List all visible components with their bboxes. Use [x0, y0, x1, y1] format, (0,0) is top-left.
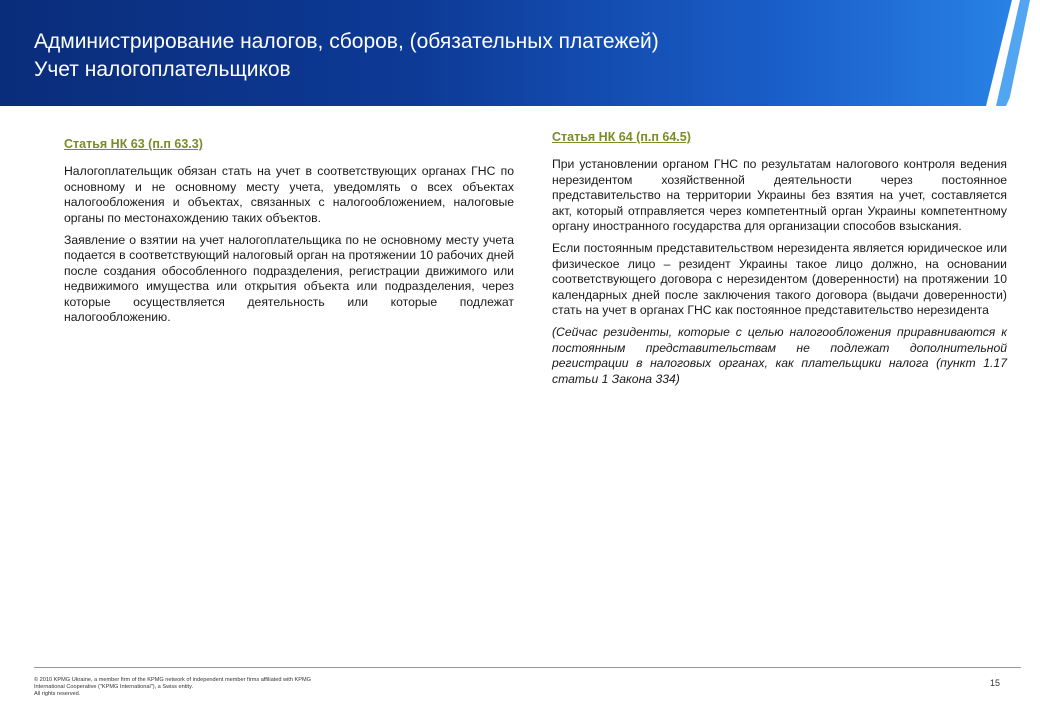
page-number: 15	[990, 678, 1001, 688]
article-64-heading[interactable]: Статья НК 64 (п.п 64.5)	[552, 130, 691, 144]
footer-divider	[34, 667, 1021, 668]
page-title	[34, 28, 659, 84]
footer-line-3: All rights reserved.	[34, 691, 81, 697]
title-line-1: Администрирование налогов, сборов, (обязательных платежей)	[34, 30, 659, 53]
left-paragraph-1: Налогоплательщик обязан стать на учет в соответствующих органах ГНС по основному и не основному месту учета, уведомлять о всех объектах налогообложения и объектах, связанных с налогообложением, налоговые органы по местонахождению таких объектов.	[64, 164, 514, 225]
left-paragraph-2: Заявление о взятии на учет налогоплательщика по не основному месту учета подается в соответствующий налоговый орган на протяжении 10 рабочих дней после создания обособленного подразделения, регистрации движимого или недвижимого имущества или открытия объекта или подразделения, через которые осуществляется деятельность или которые подлежат налогообложению.	[64, 233, 514, 325]
right-paragraph-1: При установлении органом ГНС по результатам налогового контроля ведения нерезидентом хозяйственной деятельности через постоянное представительство на территории Украины без взятия на учет, составляется акт, который отправляется через компетентный орган Украины компетентному органу иностранного государства для организации способов взыскания.	[552, 157, 1007, 234]
title-line-2: Учет налогоплательщиков	[34, 58, 291, 81]
header-banner	[0, 0, 1040, 106]
left-column	[64, 130, 514, 332]
footer-line-2: International Cooperative ("KPMG International"), a Swiss entity.	[34, 684, 194, 690]
right-note: (Сейчас резиденты, которые с целью налогообложения приравниваются к постоянным представительствам не подлежат дополнительной регистрации в налоговых органах, как плательщики налога (пункт 1.17 статьи 1 Закона 334)	[552, 325, 1007, 386]
footer-line-1: © 2010 KPMG Ukraine, a member firm of the KPMG network of independent member firms affiliated with KPMG	[34, 677, 311, 683]
right-column	[552, 130, 1007, 394]
right-paragraph-2: Если постоянным представительством нерезидента является юридическое или физическое лицо – резидент Украины такое лицо должно, на основании соответствующего договора с нерезидентом (доверенности) на протяжении 10 календарных дней после заключения такого договора (выдачи доверенности) стать на учет в органах ГНС как постоянное представительство нерезидента	[552, 241, 1007, 318]
footer-copyright	[34, 677, 394, 698]
article-63-heading[interactable]: Статья НК 63 (п.п 63.3)	[64, 137, 203, 151]
